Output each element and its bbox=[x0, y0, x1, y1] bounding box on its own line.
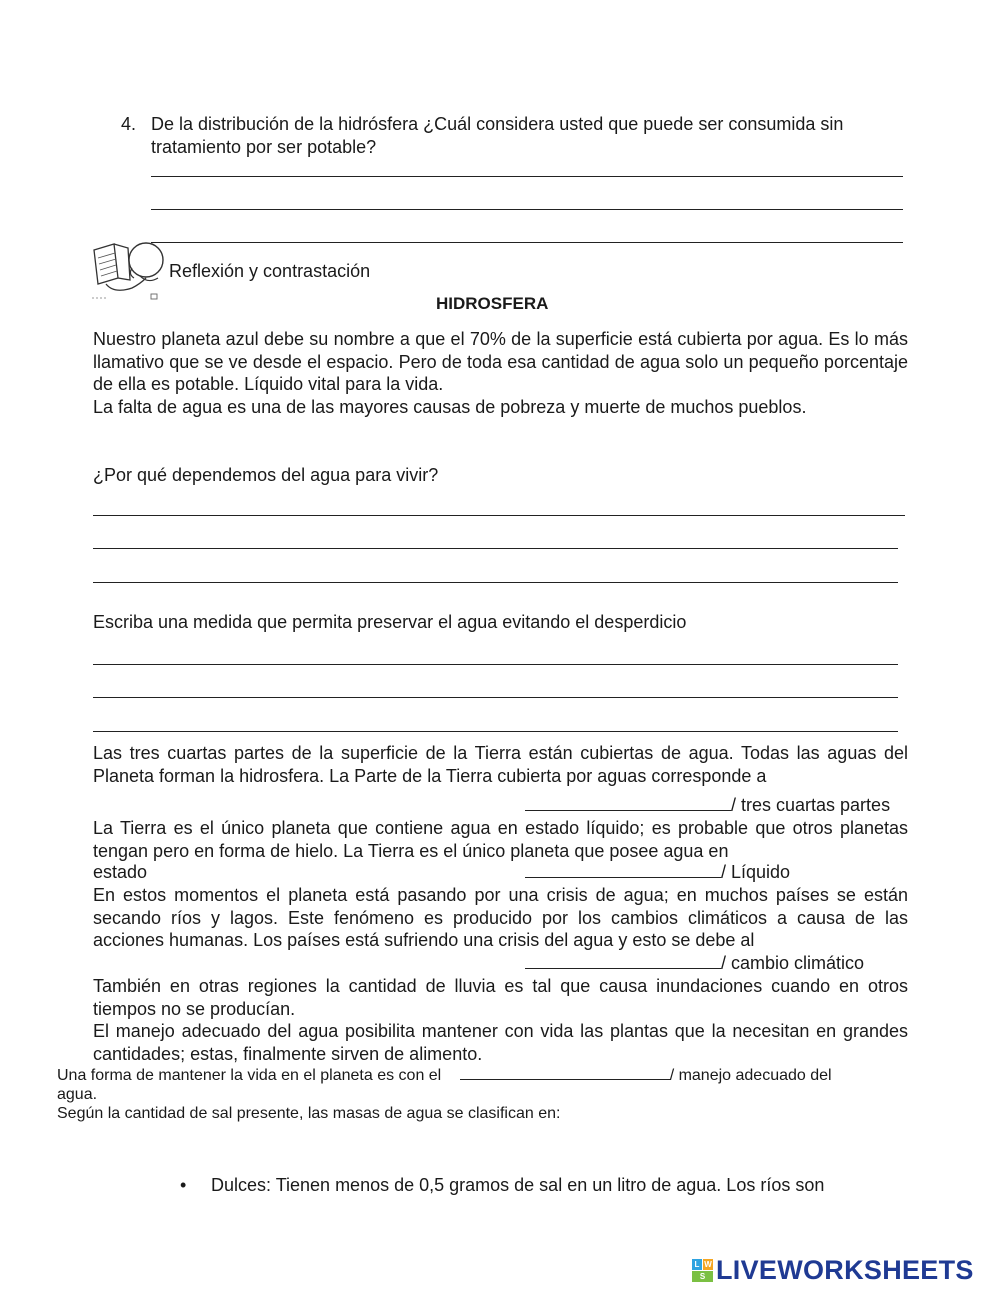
question-depend: ¿Por qué dependemos del agua para vivir? bbox=[93, 465, 439, 485]
answer-text: / cambio climático bbox=[721, 953, 865, 973]
logo-mark-icon bbox=[692, 1259, 714, 1283]
word-estado: estado bbox=[93, 862, 148, 882]
small-line-1 bbox=[57, 1066, 937, 1085]
brand-name: LIVEWORKSHEETS bbox=[716, 1255, 974, 1285]
answer-line[interactable] bbox=[93, 515, 905, 516]
answer-text: / Líquido bbox=[721, 862, 791, 882]
answer-text: / manejo adecuado del bbox=[669, 1067, 832, 1084]
answer-line[interactable] bbox=[151, 176, 903, 177]
logo-letter: L bbox=[692, 1259, 702, 1270]
fill-blank[interactable] bbox=[525, 795, 731, 811]
fill-blank[interactable] bbox=[525, 862, 721, 878]
section-label: Reflexión y contrastación bbox=[169, 261, 371, 281]
bullet-text: Dulces: Tienen menos de 0,5 gramos de sal en un litro de agua. Los ríos son bbox=[211, 1175, 825, 1195]
page-title: HIDROSFERA bbox=[436, 294, 549, 313]
intro-paragraph: Nuestro planeta azul debe su nombre a que el 70% de la superficie está cubierta por agua. Es lo más llamativo que se ve desde el espacio. Pero de toda esa cantidad de agua solo un pequeño porcentaje de ella es potable. Líquido vital para la vida. bbox=[93, 329, 908, 394]
question-number: 4. bbox=[121, 114, 137, 134]
answer-line[interactable] bbox=[93, 582, 898, 583]
fill-paragraph-4: También en otras regiones la cantidad de lluvia es tal que causa inundaciones cuando en otros tiempos no se producían. bbox=[93, 976, 908, 1019]
answer-text: / tres cuartas partes bbox=[731, 795, 891, 815]
small-line-1-cont: agua. bbox=[57, 1086, 98, 1103]
answer-line[interactable] bbox=[93, 548, 898, 549]
answer-line[interactable] bbox=[151, 209, 903, 210]
answer-line[interactable] bbox=[93, 664, 898, 665]
answer-row-2 bbox=[93, 861, 908, 883]
intro-paragraph-2: La falta de agua es una de las mayores causas de pobreza y muerte de muchos pueblos. bbox=[93, 397, 807, 417]
fill-paragraph-2: La Tierra es el único planeta que contiene agua en estado líquido; es probable que otros planetas tengan pero en forma de hielo. La Tierra es el único planeta que posee agua en bbox=[93, 818, 908, 861]
small-line-1-text: Una forma de mantener la vida en el planeta es con el bbox=[57, 1067, 442, 1084]
answer-line[interactable] bbox=[93, 731, 898, 732]
question-measure: Escriba una medida que permita preservar el agua evitando el desperdicio bbox=[93, 612, 687, 632]
small-line-2: Según la cantidad de sal presente, las masas de agua se clasifican en: bbox=[57, 1105, 561, 1122]
answer-line[interactable] bbox=[151, 242, 903, 243]
fill-paragraph-3: En estos momentos el planeta está pasando por una crisis de agua; en muchos países se están secando ríos y lagos. Este fenómeno es producido por los cambios climáticos a causa de las acciones humanas. Los países está sufriendo una crisis del agua y esto se debe al bbox=[93, 885, 908, 950]
reader-icon bbox=[88, 238, 170, 306]
question-4-text: De la distribución de la hidrósfera ¿Cuál considera usted que puede ser consumida sin tratamiento por ser potable? bbox=[151, 114, 844, 157]
logo-letter: W bbox=[704, 1260, 712, 1269]
fill-paragraph-1: Las tres cuartas partes de la superficie de la Tierra están cubiertas de agua. Todas las aguas del Planeta forman la hidrosfera. La Parte de la Tierra cubierta por aguas corresponde a bbox=[93, 743, 908, 786]
liveworksheets-logo bbox=[692, 1257, 992, 1285]
fill-blank[interactable] bbox=[460, 1066, 670, 1080]
bullet-symbol: • bbox=[180, 1175, 187, 1195]
answer-line[interactable] bbox=[93, 697, 898, 698]
logo-letter: S bbox=[692, 1271, 713, 1282]
fill-blank[interactable] bbox=[525, 953, 721, 969]
fill-paragraph-5: El manejo adecuado del agua posibilita mantener con vida las plantas que la necesitan en grandes cantidades; estas, finalmente sirven de alimento. bbox=[93, 1021, 908, 1064]
